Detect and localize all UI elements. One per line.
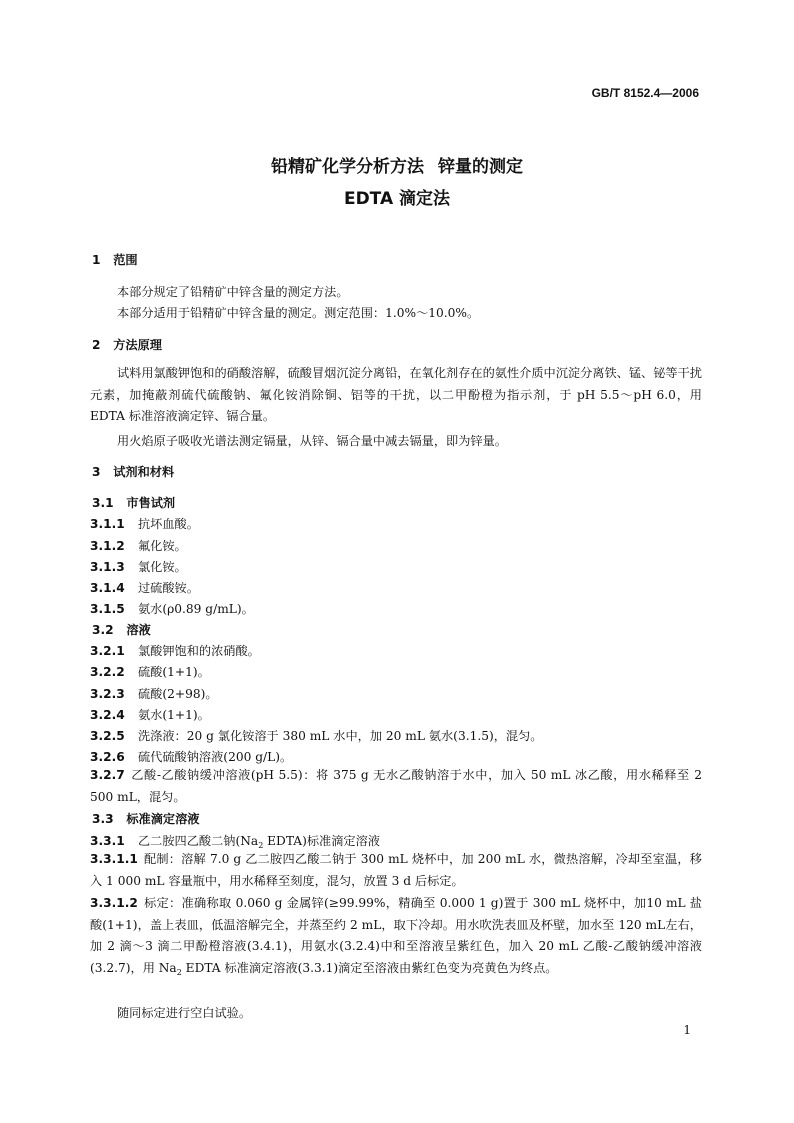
item-text: 硫酸(1+1)。 xyxy=(138,665,210,679)
list-item xyxy=(90,849,702,892)
list-item xyxy=(90,706,210,723)
item-text: 过硫酸铵。 xyxy=(138,581,199,595)
item-text: EDTA)标准滴定溶液 xyxy=(263,834,380,848)
item-text: 硫代硫酸钠溶液(200 g/L)。 xyxy=(138,750,293,764)
item-number: 3.2.5 xyxy=(90,729,125,743)
item-text: 洗涤液：20 g 氯化铵溶于 380 mL 水中，加 20 mL 氨水(3.1.5)，混匀。 xyxy=(138,729,543,743)
item-number: 3.3.1 xyxy=(90,834,125,848)
item-number: 3.1.3 xyxy=(90,560,125,574)
section-1-paragraph: 本部分规定了铅精矿中锌含量的测定方法。 xyxy=(117,285,349,299)
section-1-paragraph: 本部分适用于铅精矿中锌含量的测定。测定范围：1.0%～10.0%。 xyxy=(117,306,480,320)
subscript: 2 xyxy=(258,841,264,850)
item-text: 氯化铵。 xyxy=(138,560,187,574)
paragraph: 随同标定进行空白试验。 xyxy=(117,1006,252,1020)
item-number: 3.2.6 xyxy=(90,750,125,764)
list-item xyxy=(90,537,187,554)
document-title: 铅精矿化学分析方法 锌量的测定 xyxy=(271,157,523,177)
list-item xyxy=(90,727,542,744)
item-text: 硫酸(2+98)。 xyxy=(138,687,218,701)
item-text: 氯酸钾饱和的浓硝酸。 xyxy=(138,644,260,658)
item-number: 3.3.1.2 xyxy=(90,896,138,910)
section-1-heading: 1 范围 xyxy=(92,253,138,267)
section-2-paragraph: 试料用氯酸钾饱和的硝酸溶解，硫酸冒烟沉淀分离铅，在氧化剂存在的氨性介质中沉淀分离铁、锰、铋等干扰元素，加掩蔽剂硫代硫酸钠、氟化铵消除铜、铝等的干扰，以二甲酚橙为指示剂，于 pH 5.5～pH 6.0，用 EDTA 标准溶液滴定锌、镉合量。 xyxy=(90,366,702,423)
subsection-3-3-heading: 3.3 标准滴定溶液 xyxy=(92,812,200,826)
list-item xyxy=(90,663,210,680)
section-2-heading: 2 方法原理 xyxy=(92,338,162,352)
item-text: 氨水(1+1)。 xyxy=(138,708,210,722)
item-number: 3.1.1 xyxy=(90,517,125,531)
item-number: 3.2.3 xyxy=(90,687,125,701)
item-number: 3.2.4 xyxy=(90,708,125,722)
list-item xyxy=(90,558,187,575)
list-item xyxy=(90,765,702,808)
list-item xyxy=(90,832,380,849)
item-number: 3.1.5 xyxy=(90,602,125,616)
subsection-3-2-heading: 3.2 溶液 xyxy=(92,623,151,637)
item-text: EDTA 标准滴定溶液(3.3.1)滴定至溶液由紫红色变为亮黄色为终点。 xyxy=(181,960,558,975)
item-text: 氨水(ρ0.89 g/mL)。 xyxy=(138,602,254,616)
item-number: 3.1.2 xyxy=(90,539,125,553)
list-item xyxy=(90,893,702,980)
list-item xyxy=(90,748,292,765)
list-item xyxy=(90,685,218,702)
page-number: 1 xyxy=(683,1023,691,1037)
list-item xyxy=(90,600,254,617)
item-number: 3.2.2 xyxy=(90,665,125,679)
list-item xyxy=(90,642,260,659)
item-text: 氟化铵。 xyxy=(138,539,187,553)
item-number: 3.1.4 xyxy=(90,581,125,595)
list-item xyxy=(90,515,199,532)
item-text: 乙二胺四乙酸二钠(Na xyxy=(138,834,259,848)
subsection-3-1-heading: 3.1 市售试剂 xyxy=(92,496,176,510)
item-number: 3.2.7 xyxy=(90,768,125,782)
item-text: 乙酸-乙酸钠缓冲溶液(pH 5.5)：将 375 g 无水乙酸钠溶于水中，加入 50 mL 冰乙酸，用水稀释至 2 500 mL，混匀。 xyxy=(90,768,702,804)
standard-number: GB/T 8152.4—2006 xyxy=(591,86,699,100)
item-text: 抗坏血酸。 xyxy=(138,517,199,531)
list-item xyxy=(90,579,199,596)
item-text: 配制：溶解 7.0 g 乙二胺四乙酸二钠于 300 mL 烧杯中，加 200 mL 水，微热溶解，冷却至室温，移入 1 000 mL 容量瓶中，用水稀释至刻度，混匀，放置 3 d 后标定。 xyxy=(90,852,702,888)
item-text: 标定：准确称取 0.060 g 金属锌(≥99.99%，精确至 0.000 1 g)置于 300 mL 烧杯中，加10 mL 盐酸(1+1)，盖上表皿，低温溶解完全，并蒸至约 2 mL，取下冷却。用水吹洗表皿及杯壁，加水至 120 mL左右，加 2 滴～3 滴二甲酚橙溶液(3.4.1)，用氨水(3.2.4)中和至溶液呈紫红色，加入 20 mL 乙酸-乙酸钠缓冲溶液(3.2.7)，用 Na xyxy=(90,896,702,975)
subscript: 2 xyxy=(176,967,182,977)
section-3-heading: 3 试剂和材料 xyxy=(92,465,175,479)
document-subtitle: EDTA 滴定法 xyxy=(343,189,451,209)
section-2-paragraph: 用火焰原子吸收光谱法测定镉量，从锌、镉合量中减去镉量，即为锌量。 xyxy=(117,434,507,448)
item-number: 3.3.1.1 xyxy=(90,852,138,866)
item-number: 3.2.1 xyxy=(90,644,125,658)
